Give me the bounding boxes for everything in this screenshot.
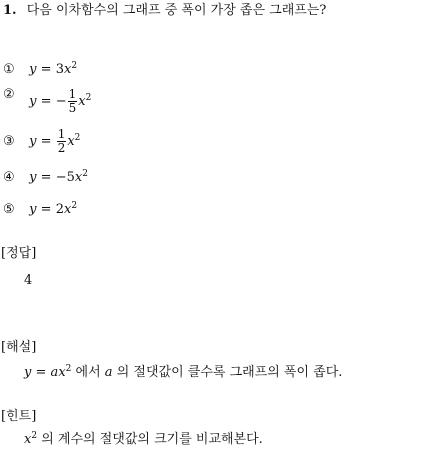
question-text: 다음 이차함수의 그래프 중 폭이 가장 좁은 그래프는? [26,3,327,18]
choice-4-var: x [74,170,83,185]
choice-3-equation [29,127,81,155]
hint-exp: 2 [31,431,38,441]
choice-3-number: ③ [3,134,15,149]
question-number: 1. [3,3,17,18]
choice-2-exp: 2 [85,93,92,103]
choice-3-frac-den: 2 [57,141,66,155]
hint-text [24,432,263,448]
choice-5-lhs: y [29,202,37,217]
explanation-label: [해설] [1,340,37,355]
choice-1-equation [29,62,77,77]
hint-rest: 의 계수의 절댓값의 크기를 비교해본다. [41,432,263,447]
choice-2-frac-den: 5 [68,101,77,115]
choice-2 [3,84,91,120]
choice-3-var: x [67,134,75,149]
choice-1-eq: = [40,62,52,77]
choice-2-frac-num: 1 [68,87,77,101]
choice-1-number: ① [3,62,15,77]
choice-2-number: ② [3,86,15,102]
choice-4 [3,170,88,186]
explanation-a2: a [104,365,113,380]
choice-2-eq: = [40,94,52,109]
choice-3-lhs: y [29,134,37,149]
explanation-rest: 의 절댓값이 클수록 그래프의 폭이 좁다. [116,365,343,380]
choice-4-number: ④ [3,170,15,185]
choice-5-coef: 2 [55,202,64,217]
answer-label: [정답] [1,246,37,261]
choice-3 [3,124,80,160]
explanation-text [24,365,342,381]
explanation-lhs: y [24,365,32,380]
choice-2-var: x [78,94,86,109]
explanation-a: a [50,365,59,380]
choice-5-eq: = [40,202,52,217]
question-line [3,3,326,19]
choice-2-equation [29,87,92,115]
choice-5 [3,202,77,218]
choice-2-lhs: y [29,94,37,109]
choice-1-lhs: y [29,62,37,77]
choice-4-equation [29,170,88,185]
explanation-exp: 2 [65,364,72,374]
choice-5-number: ⑤ [3,202,15,217]
choice-2-fraction [68,88,78,115]
choice-5-exp: 2 [71,201,78,211]
choice-1-coef: 3 [55,62,64,77]
hint-label: [힌트] [1,409,37,424]
choice-3-frac-num: 1 [57,127,66,141]
choice-3-exp: 2 [74,133,81,143]
choice-2-sign: − [55,94,67,109]
explanation-mid: 에서 [75,365,101,380]
hint-var: x [24,432,32,447]
choice-5-equation [29,202,77,217]
explanation-var: x [58,365,66,380]
choice-5-var: x [63,202,72,217]
explanation-eq: = [35,365,47,380]
choice-4-lhs: y [29,170,37,185]
answer-value: 4 [24,273,33,288]
choice-1-var: x [63,62,72,77]
choice-4-coef: −5 [55,170,75,185]
choice-4-exp: 2 [82,169,88,179]
choice-4-eq: = [40,170,52,185]
choice-3-fraction [57,128,67,155]
choice-3-eq: = [40,134,52,149]
choice-1-exp: 2 [71,61,78,71]
